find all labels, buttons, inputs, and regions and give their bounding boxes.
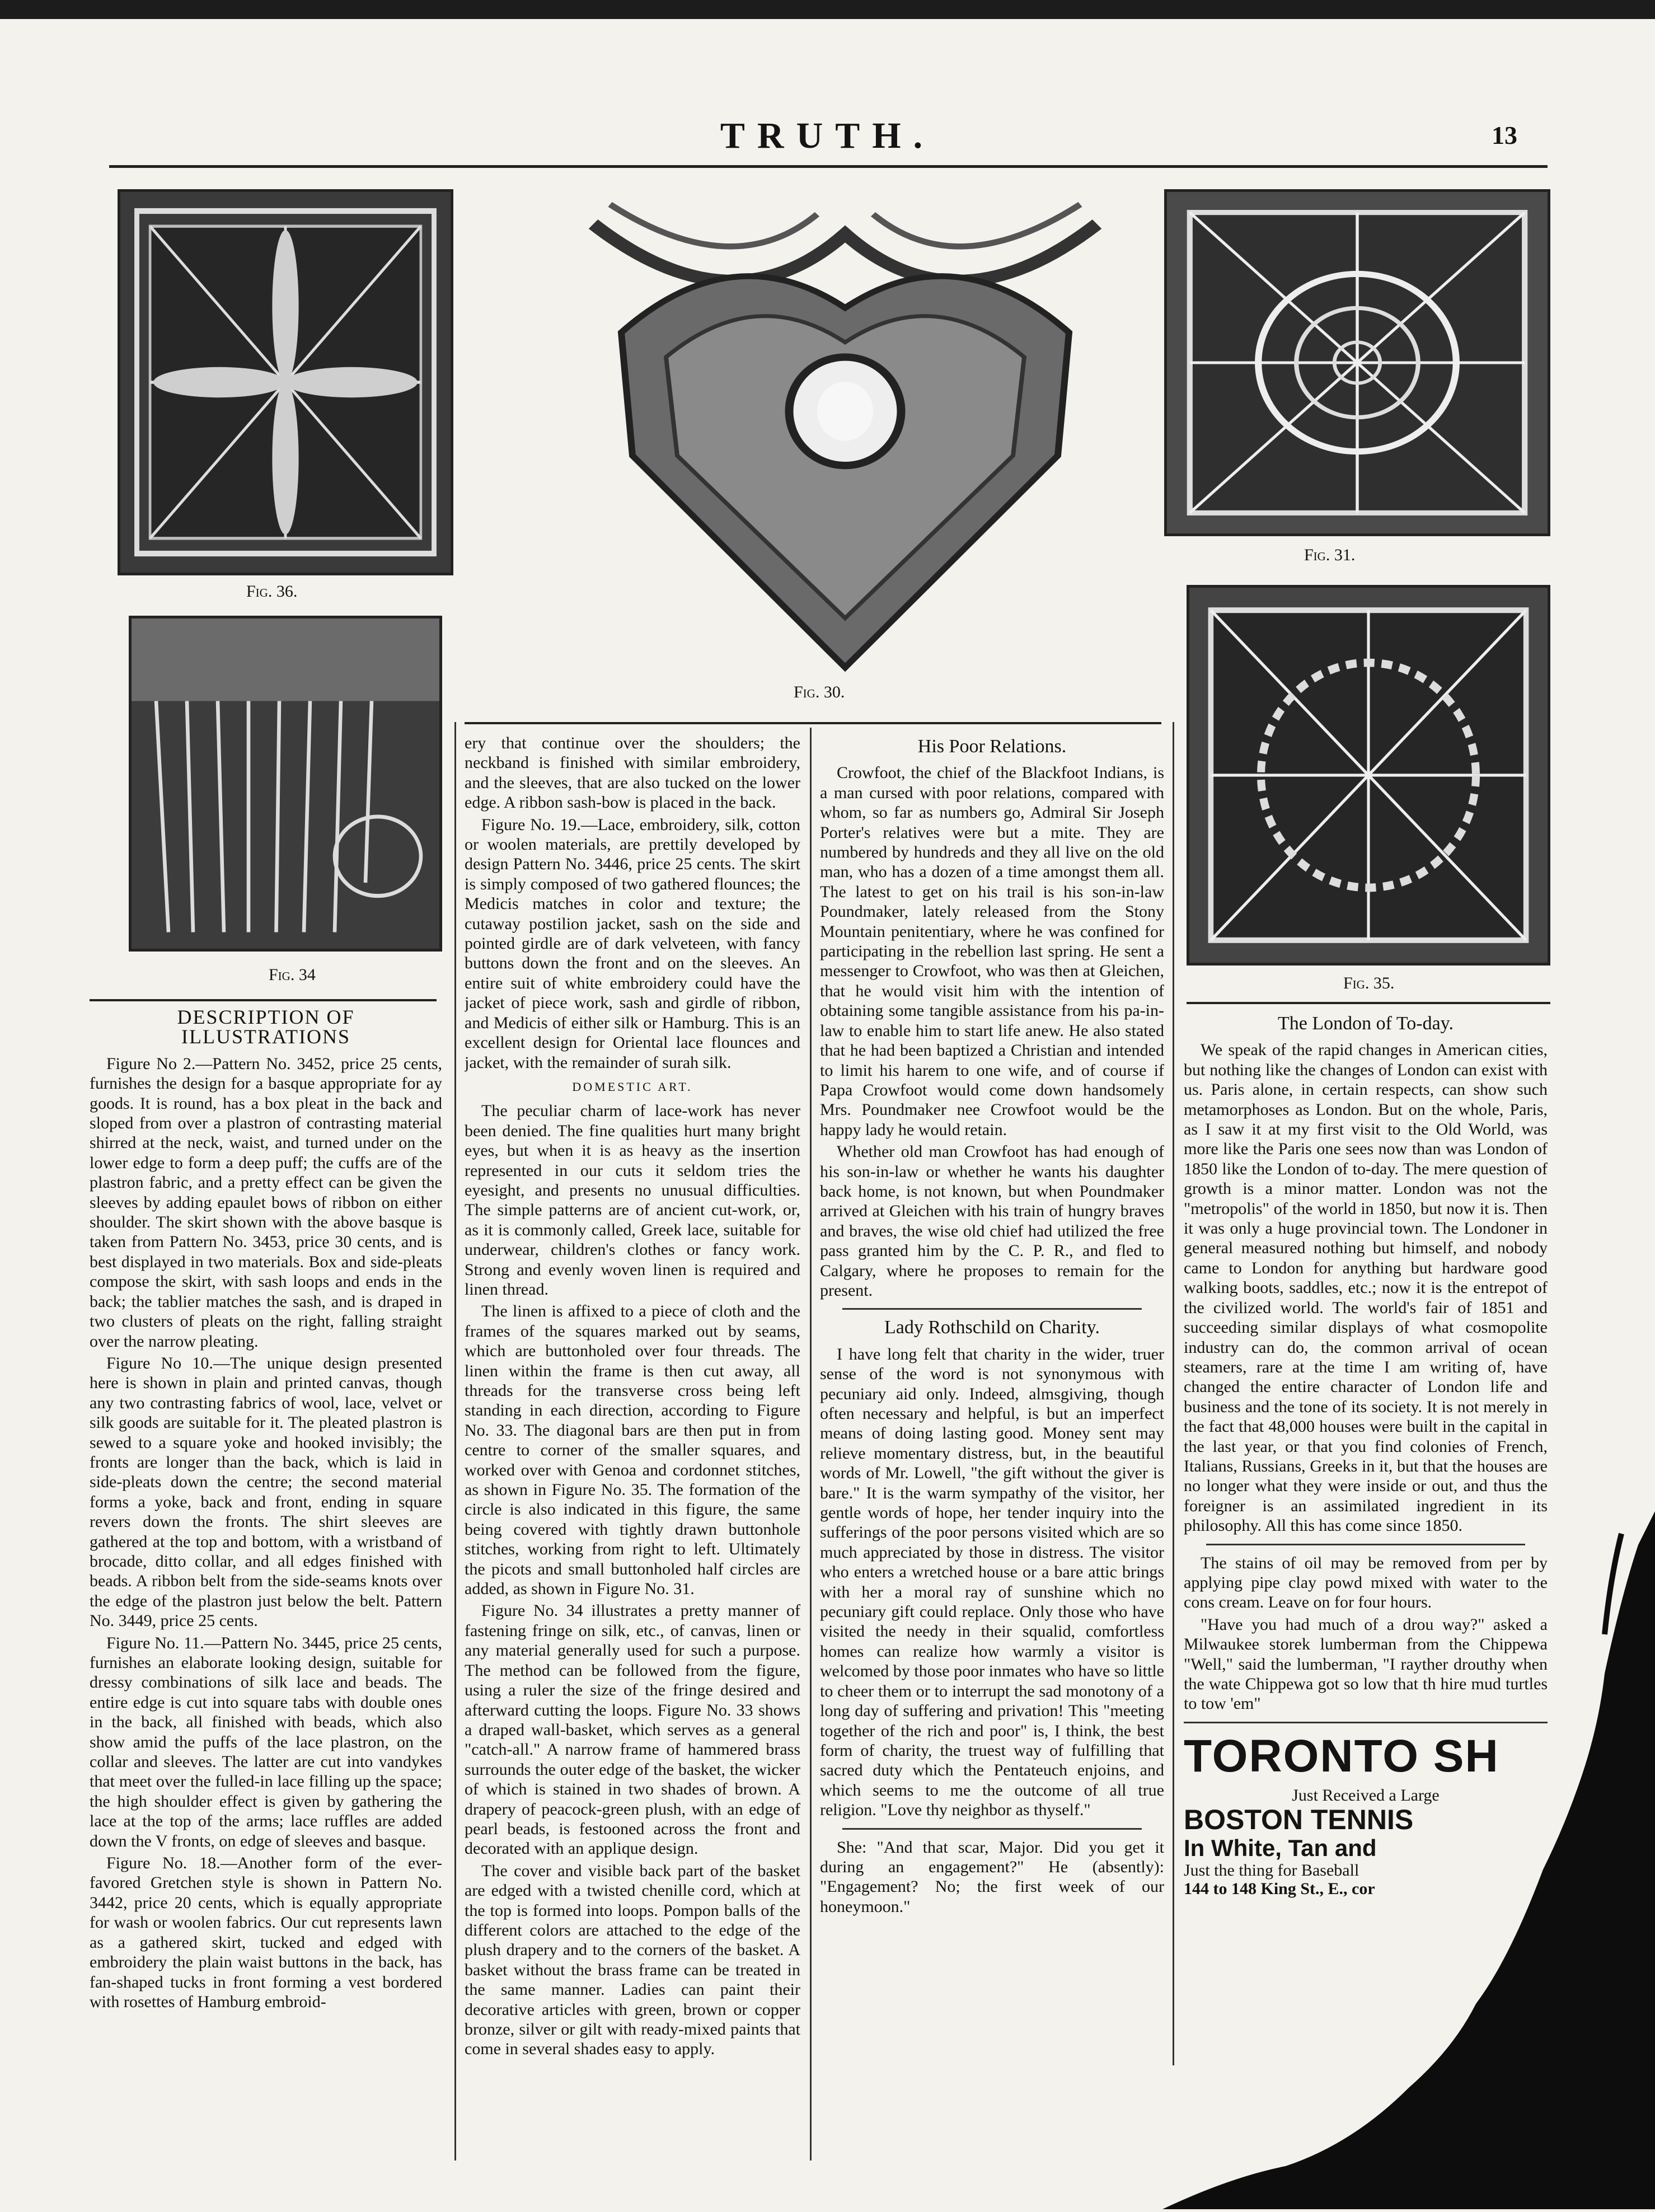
paragraph: "Have you had much of a drou way?" asked a Milwaukee storek lumberman from the Chippewa "Well," said the lumberman, "I rayther drouthy when the wate Chippewa got so low that th hire mud turtles to tow 'em" [1184,1615,1548,1713]
figure-34-fringe [129,616,442,952]
column-3 [820,733,1164,2155]
col-divider-1 [454,722,456,2161]
paragraph: Whether old man Crowfoot has had enough of his son-in-law or whether he wants his daughter back home, is not known, but when Poundmaker arrived at Gleichen with his train of hungry braves and braves, the wise old chief had utilized the free pass granted him by the C. P. R., and fled to Calgary, where he proposes to remain for the present. [820,1142,1164,1300]
paragraph: We speak of the rapid changes in American cities, but nothing like the changes of London can exist with us. Paris alone, in certain respects, can show such metamorphoses as London. But on the whole, Paris, as I saw it at my first visit to the Old World, was more like the Paris one sees now than was London of 1850 like the London of to-day. The mere question of growth is a minor matter. London was not the "metropolis" of the world in 1850, but now it is. Then it was only a huge provincial town. The Londoner in general measured nothing but himself, and nobody came to London for anything but hardware good walking boots, saddles, etc.; now it is the entrepot of the civilized world. The world's fair of 1851 and succeeding similar displays of what cosmopolite industry can do, the common arrival of ocean steamers, rare at the time I am writing of, have changed the entire character of London life and business and the tone of its society. It is not merely in the fact that 48,000 houses were built in the capital in the last year, or that you find colonies of French, Italians, Russians, Greeks in it, but that the houses are no longer what they were inside or out, and thus the foreigner is an assimilated ingredient in its philosophy. All this has come since 1850. [1184,1041,1548,1535]
caption-fig-34: Fig. 34 [269,966,316,984]
paragraph: Figure No. 18.—Another form of the ever-favored Gretchen style is shown in Pattern No. 3442, price 20 cents, which is equally appropriate for wash or woolen fabrics. Our cut represents lawn as a gathered skirt, tucked and edged with embroidery the plain waist buttons in the back, has fan-shaped tucks in front forming a vest bordered with rosettes of Hamburg embroid- [90,1854,442,2011]
center-top-rule [465,722,1161,724]
caption-fig-31: Fig. 31. [1304,546,1356,564]
figure-36-lace-square [118,189,453,575]
caption-fig-35: Fig. 35. [1343,974,1395,992]
ad-line: Just the thing for Baseball [1184,1861,1359,1880]
paragraph: Figure No 10.—The unique design presented here is shown in plain and printed canvas, though any two contrasting fabrics of wool, lace, velvet or silk goods are suitable for it. The pleated plastron is sewed to a square yoke and hooked invisibly; the fronts are longer than the back, which is laid in side-pleats down the centre; the second material forms a yoke, back and front, ending in square revers down the fronts. The shirt sleeves are gathered at the top and bottom, with a wristband of brocade, ditto collar, and all edges finished with beads. A ribbon belt from the side-seams knots over the edge of the plastron just below the belt. Pattern No. 3449, price 25 cents. [90,1353,442,1630]
column-2 [465,733,800,2155]
ad-line: 144 to 148 King St., E., cor [1184,1880,1375,1899]
column-1 [90,1007,442,2155]
figure-30-crochet-heart [565,185,1125,677]
ad-title: TORONTO SH [1184,1730,1499,1782]
paragraph: The peculiar charm of lace-work has never been denied. The fine qualities hurt many bright eyes, but when it is as heavy as the insertion represented in our cuts it seldom tries the eyesight, and presents no unusual difficulties. The simple patterns are of ancient cut-work, or, as it is commonly called, Greek lace, suitable for underwear, children's clothes or fancy work. Strong and evenly woven linen is required and linen thread. [465,1102,800,1299]
page-number: 13 [1492,121,1517,149]
masthead-title: TRUTH. [720,115,935,156]
col4-top-rule [1187,1002,1550,1004]
heading-his-poor-relations: His Poor Relations. [917,736,1067,757]
paragraph: Figure No 2.—Pattern No. 3452, price 25 cents, furnishes the design for a basque appropriate for ay goods. It is round, has a box pleat in the back and sloped from over a plastron of contrasting material shirred at the neck, waist, and turned under on the lower edge to form a deep puff; the cuffs are of the plastron fabric, and a pretty effect can be given the sleeves by adding epaulet bows of ribbon on either shoulder. The skirt shown with the above basque is taken from Pattern No. 3453, price 30 cents, and is best displayed in two materials. Box and side-pleats compose the skirt, with sash loops and ends in the back; the tablier matches the sash, and is draped in two clusters of pleats on the right, falling straight over the narrow pleating. [90,1054,442,1351]
heading-description-of-illustrations: DESCRIPTION OF ILLUSTRATIONS [177,1007,355,1048]
caption-fig-30: Fig. 30. [794,683,845,701]
paragraph: Figure No. 19.—Lace, embroidery, silk, cotton or woolen materials, are prettily developed by design Pattern No. 3446, price 25 cents. The skirt is simply composed of two gathered flounces; the Medicis matches in color and texture; the cutaway postilion jacket, sash on the side and pointed girdle are of dark velveteen, with fancy buttons down the front and on the sleeves. An entire suit of white embroidery could have the jacket of piece work, sash and girdle of ribbon, and Medicis of either silk or Hamburg. This is an excellent design for Oriental lace flounces and jacket, with the remainder of surah silk. [465,815,800,1072]
heading-london-of-today: The London of To-day. [1278,1013,1454,1034]
paragraph: I have long felt that charity in the wider, truer sense of the word is not synonymous with pecuniary aid only. Indeed, almsgiving, though often necessary and helpful, is but an imperfect means of doing lasting good. Money sent may relieve momentary distress, but, in the beautiful words of Mr. Lowell, "the gift without the giver is bare." It is the warm sympathy of the visitor, her gentle words of hope, her tender inquiry into the sufferings of the poor persons visited which are so much appreciated by those in distress. The visitor who enters a wretched house or a bare attic brings with her a moral ray of sunshine which no pecuniary gift could replace. Only those who have visited the needy in their squalid, comfortless homes can realize how warmly a visitor is welcomed by those poor inmates who have so little to cheer them or to interrupt the sad monotony of a long day of suffering and privation! This "meeting together of the rich and poor" is, I think, the best form of charity, the truest way of fulfilling that sacred duty which the Pentateuch enjoins, and which seems to me the outcome of all true religion. "Love thy neighbor as thyself." [820,1344,1164,1820]
divider [842,1308,1142,1310]
torn-page-damage [1118,1511,1655,2209]
ad-line: In White, Tan and [1184,1835,1377,1861]
col-divider-2 [810,728,812,2161]
paragraph: The stains of oil may be removed from per by applying pipe clay powd mixed with water to the cons cream. Leave on for four hours. [1184,1553,1548,1612]
caption-fig-36: Fig. 36. [246,582,298,601]
col1-top-rule [90,999,437,1001]
ad-line: BOSTON TENNIS [1184,1804,1414,1835]
heading-lady-rothschild-on-charity: Lady Rothschild on Charity. [884,1317,1100,1338]
divider [842,1828,1142,1830]
masthead-rule [109,165,1548,168]
paragraph: The cover and visible back part of the basket are edged with a twisted chenille cord, which at the top is formed into loops. Pompon balls of the different colors are attached to the edge of the plush drapery and to the corners of the basket. A basket without the brass frame can be treated in the same manner. Ladies can paint their decorative articles with green, brown or copper bronze, silver or gilt with ready-mixed paints that come in several shades easy to apply. [465,1861,800,2059]
subhead-domestic-art: DOMESTIC ART. [572,1079,693,1094]
paragraph: The linen is affixed to a piece of cloth and the frames of the squares marked out by seams, which are buttonholed over four threads. The linen within the frame is then cut away, all threads for the transverse cross being left standing in each direction, according to Figure No. 33. The diagonal bars are then put in from centre to corner of the smaller squares, and worked over with Genoa and cordonnet stitches, as shown in Figure No. 35. The formation of the circle is also indicated in this figure, the same being covered with tightly drawn buttonhole stitches, working from right to left. Ultimately the picots and small buttonholed half circles are added, as shown in Figure No. 31. [465,1302,800,1599]
paragraph: Figure No. 34 illustrates a pretty manner of fastening fringe on silk, etc., of canvas, linen or any material generally used for such a purpose. The method can be followed from the figure, using a ruler the size of the fringe desired and afterward cutting the loops. Figure No. 33 shows a draped wall-basket, which serves as a general "catch-all." A narrow frame of hammered brass surrounds the outer edge of the basket, the wicker of which is stained in two shades of brown. A drapery of peacock-green plush, with an edge of pearl beads, is festooned across the front and decorated with an applique design. [465,1601,800,1858]
paragraph: ery that continue over the shoulders; the neckband is finished with similar embroidery, and the sleeves, that are also tucked on the lower edge. A ribbon sash-bow is placed in the back. [465,734,800,812]
figure-35-lace-square [1187,585,1550,966]
paragraph: She: "And that scar, Major. Did you get it during an engagement?" He (absently): "Engagement? No; the first week of our honeymoon." [820,1838,1164,1916]
top-border-bar [0,0,1655,19]
figure-31-lace-square [1164,189,1550,536]
paragraph: Figure No. 11.—Pattern No. 3445, price 25 cents, furnishes an elaborate looking design, suitable for dressy combinations of silk lace and beads. The entire edge is cut into square tabs with double ones in the back, all finished with beads, which also show amid the puffs of the lace plastron, on the collar and sleeves. The latter are cut into vandykes that meet over the fulled-in lace filling up the space; the high shoulder effect is given by gathering the lace at the top of the arms; lace ruffles are added down the V fronts, on edge of sleeves and basque. [90,1633,442,1850]
paragraph: Crowfoot, the chief of the Blackfoot Indians, is a man cursed with poor relations, compared with whom, so far as numbers go, Admiral Sir Joseph Porter's relatives were but a mite. They are numbered by hundreds and they all live on the old man, who has a dozen of a time amongst them all. The latest to get on his trail is his son-in-law Poundmaker, lately released from the Stony Mountain penitentiary, where he was confined for participating in the rebellion last spring. He sent a messenger to Crowfoot, who was then at Gleichen, that he would visit him with the intention of obtaining some tangible assistance from his pa-in-law to enable him to start life anew. He also stated that he had been baptized a Christian and intended to limit his harem to one wife, and of course if Papa Crowfoot would come down handsomely Mrs. Poundmaker nee Crowfoot would be the happy lady he would retain. [820,763,1164,1139]
ad-line: Just Received a Large [1292,1786,1440,1805]
